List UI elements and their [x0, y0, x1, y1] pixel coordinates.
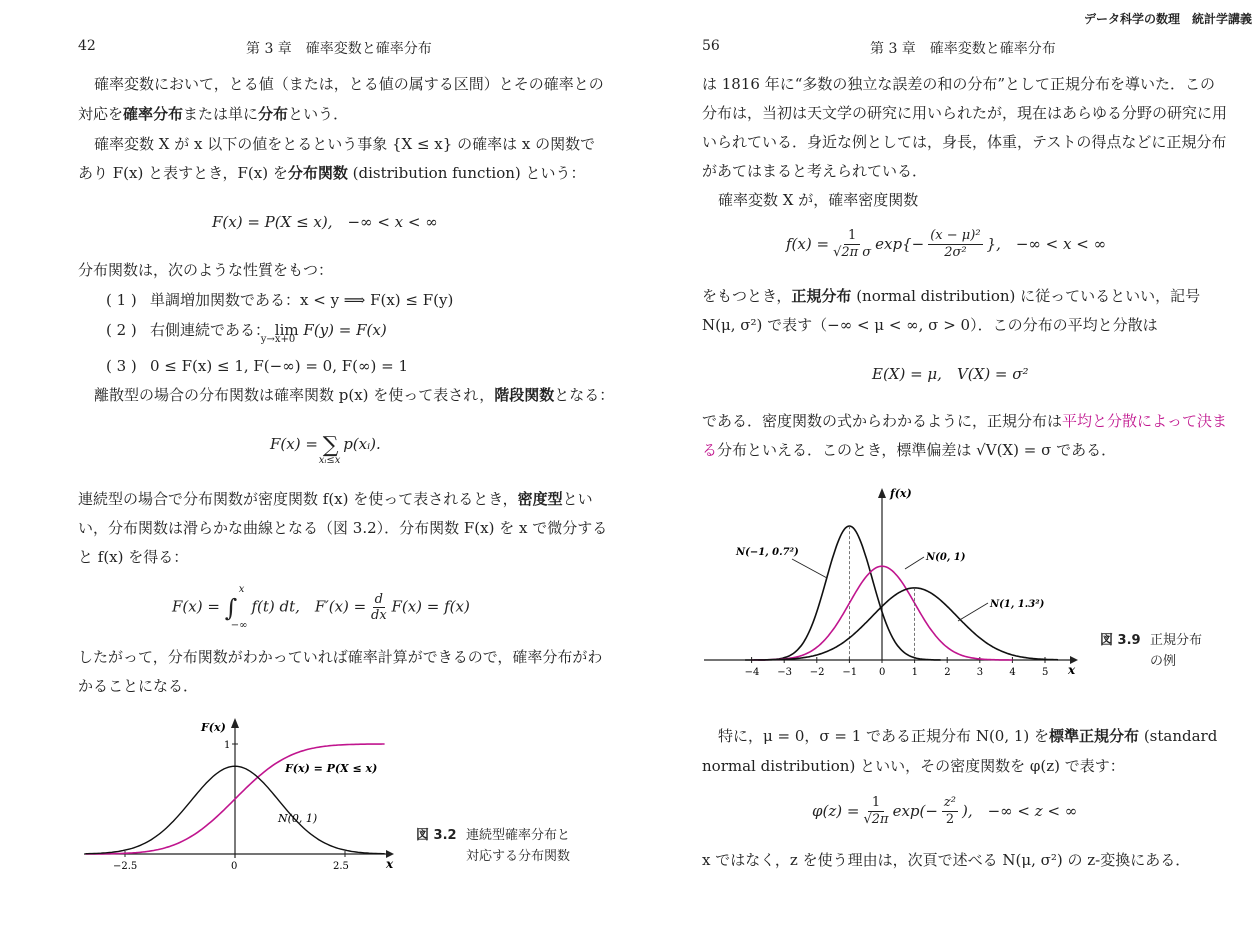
right-p3-line1: をもつとき，正規分布 (normal distribution) に従っているといい，記号 [702, 287, 1201, 305]
right-eq-standard-normal: φ(z) = $\frac{1}{√2\pi}$ exp(− $\frac{\text{z²}}{2}$ ), −∞ < z < ∞ [812, 795, 1078, 827]
y-axis-label: f(x) [890, 487, 912, 500]
left-p5-line2: い，分布関数は滑らかな曲線となる（図 3.2）．分布関数 F(x) を x で微分する [78, 519, 608, 537]
book-title: データ科学の数理 統計学講義 [1083, 12, 1252, 26]
right-p1-line4: があてはまると考えられている． [702, 162, 928, 180]
x-tick-label: 0 [879, 667, 886, 678]
x-tick-label: 1 [911, 667, 918, 678]
curve-label-2: N(0, 1) [926, 552, 966, 563]
left-chapter-header: 第 3 章 確率変数と確率分布 [246, 41, 432, 57]
figure-3-2-chart [80, 712, 400, 877]
left-prop1: 単調増加関数である：x < y ⟹ F(x) ≤ F(y) [150, 291, 454, 309]
x-axis-label: x [1068, 663, 1076, 677]
left-prop3-number: ( 3 ) [106, 357, 137, 375]
x-tick-label: −2.5 [113, 861, 138, 872]
curve-label-3: N(1, 1.3²) [990, 599, 1045, 610]
y-axis-label: F(x) [201, 721, 226, 734]
curve-pointer-2 [905, 557, 924, 569]
left-eq-derivative: F(x) = ∫ x −∞ f(t) dt, F′(x) = $\frac{d}{dx}$ F(x) = f(x) [172, 583, 470, 631]
x-tick-label: 2.5 [333, 861, 349, 872]
x-tick-label: −1 [842, 667, 858, 678]
left-p1-line1: 確率変数において，とる値（または，とる値の属する区間）とその確率との [94, 75, 604, 93]
y-tick-label: 1 [224, 740, 231, 751]
left-page-number: 42 [78, 38, 96, 54]
left-p1-line2: 対応を確率分布または単に分布という． [78, 105, 349, 123]
left-p4: 離散型の場合の分布関数は確率関数 p(x) を使って表され，階段関数となる： [94, 386, 615, 404]
left-p2-line1: 確率変数 X が x 以下の値をとるという事象 {X ≤ x} の確率は x の関数で [94, 135, 596, 153]
x-axis-label: x [386, 857, 394, 871]
right-p1-line3: いられている．身近な例としては，身長，体重，テストの得点などに正規分布 [702, 133, 1227, 151]
right-p3-line2: N(μ, σ²) で表す（−∞ < μ < ∞, σ > 0）．この分布の平均と分散は [702, 316, 1158, 334]
right-page-number: 56 [702, 38, 720, 54]
y-axis-arrow [878, 488, 886, 498]
x-tick-label: 2 [944, 667, 951, 678]
left-figure-caption: 図 3.2 連続型確率分布と 対応する分布関数 [416, 828, 571, 864]
left-eq-distribution-function: F(x) = P(X ≤ x), −∞ < x < ∞ [212, 213, 438, 231]
x-tick-label: −3 [777, 667, 792, 678]
right-p4-line2: る分布といえる．このとき，標準偏差は √V(X) = σ である． [702, 441, 1117, 459]
right-eq-normal-density: f(x) = $\frac{1}{\text{√2π σ}}$ exp{− $\frac{\text{(x − μ)²}}{\text{2σ²}}$ }, −∞ < x < ∞ [786, 228, 1107, 260]
left-eq-step-function: F(x) = ∑ xᵢ≤x p(xᵢ). [270, 433, 381, 466]
left-prop3: 0 ≤ F(x) ≤ 1, F(−∞) = 0, F(∞) = 1 [150, 357, 409, 375]
left-p5-line1: 連続型の場合で分布関数が密度関数 f(x) を使って表されるとき，密度型とい [78, 490, 593, 508]
density-curve-label: N(0, 1) [278, 812, 318, 825]
curve-label-1: N(−1, 0.7²) [736, 547, 799, 558]
curve-pointer-3 [958, 603, 988, 621]
left-p6-line2: かることになる． [78, 677, 199, 695]
left-p2-line2: あり F(x) と表すとき，F(x) を分布関数 (distribution function) という： [78, 164, 586, 182]
right-p5-line1: 特に，μ = 0，σ = 1 である正規分布 N(0, 1) を標準正規分布 (standard [718, 727, 1218, 745]
right-p5-line2: normal distribution) といい，その密度関数を φ(z) で表す： [702, 757, 1125, 775]
curve-pointer-1 [792, 559, 827, 578]
x-tick-label: −2 [809, 667, 825, 678]
x-tick-label: 5 [1042, 667, 1049, 678]
x-tick-label: 4 [1009, 667, 1016, 678]
cdf-curve-label: F(x) = P(X ≤ x) [285, 762, 378, 775]
right-p1-line2: 分布は，当初は天文学の研究に用いられたが，現在はあらゆる分野の研究に用 [702, 104, 1228, 122]
x-tick-label: −4 [744, 667, 760, 678]
x-tick-label: 0 [231, 861, 238, 872]
y-axis-arrow [231, 718, 239, 728]
left-p5-line3: と f(x) を得る： [78, 548, 189, 566]
left-p3: 分布関数は，次のような性質をもつ： [78, 261, 334, 279]
right-chapter-header: 第 3 章 確率変数と確率分布 [870, 41, 1056, 57]
left-prop2-number: ( 2 ) [106, 321, 137, 339]
right-p6: x ではなく，z を使う理由は，次頁で述べる N(μ, σ²) の z-変換にある． [702, 851, 1191, 869]
left-p6-line1: したがって，分布関数がわかっていれば確率計算ができるので，確率分布がわ [78, 648, 603, 666]
right-p4-line1: である．密度関数の式からわかるように，正規分布は平均と分散によって決ま [702, 412, 1228, 430]
right-figure-caption: 図 3.9 正規分布 の例 [1100, 633, 1203, 669]
left-prop1-number: ( 1 ) [106, 291, 137, 309]
left-prop2: 右側連続である： lim y→x+0 F(y) = F(x) [150, 321, 387, 345]
right-eq-mean-variance: E(X) = μ, V(X) = σ² [872, 365, 1029, 383]
x-tick-label: 3 [976, 667, 984, 678]
right-p2: 確率変数 X が，確率密度関数 [718, 191, 919, 209]
right-p1-line1: は 1816 年に“多数の独立な誤差の和の分布”として正規分布を導いた．この [702, 75, 1216, 93]
right-page [630, 0, 1260, 945]
figure-3-9-chart [700, 482, 1090, 682]
